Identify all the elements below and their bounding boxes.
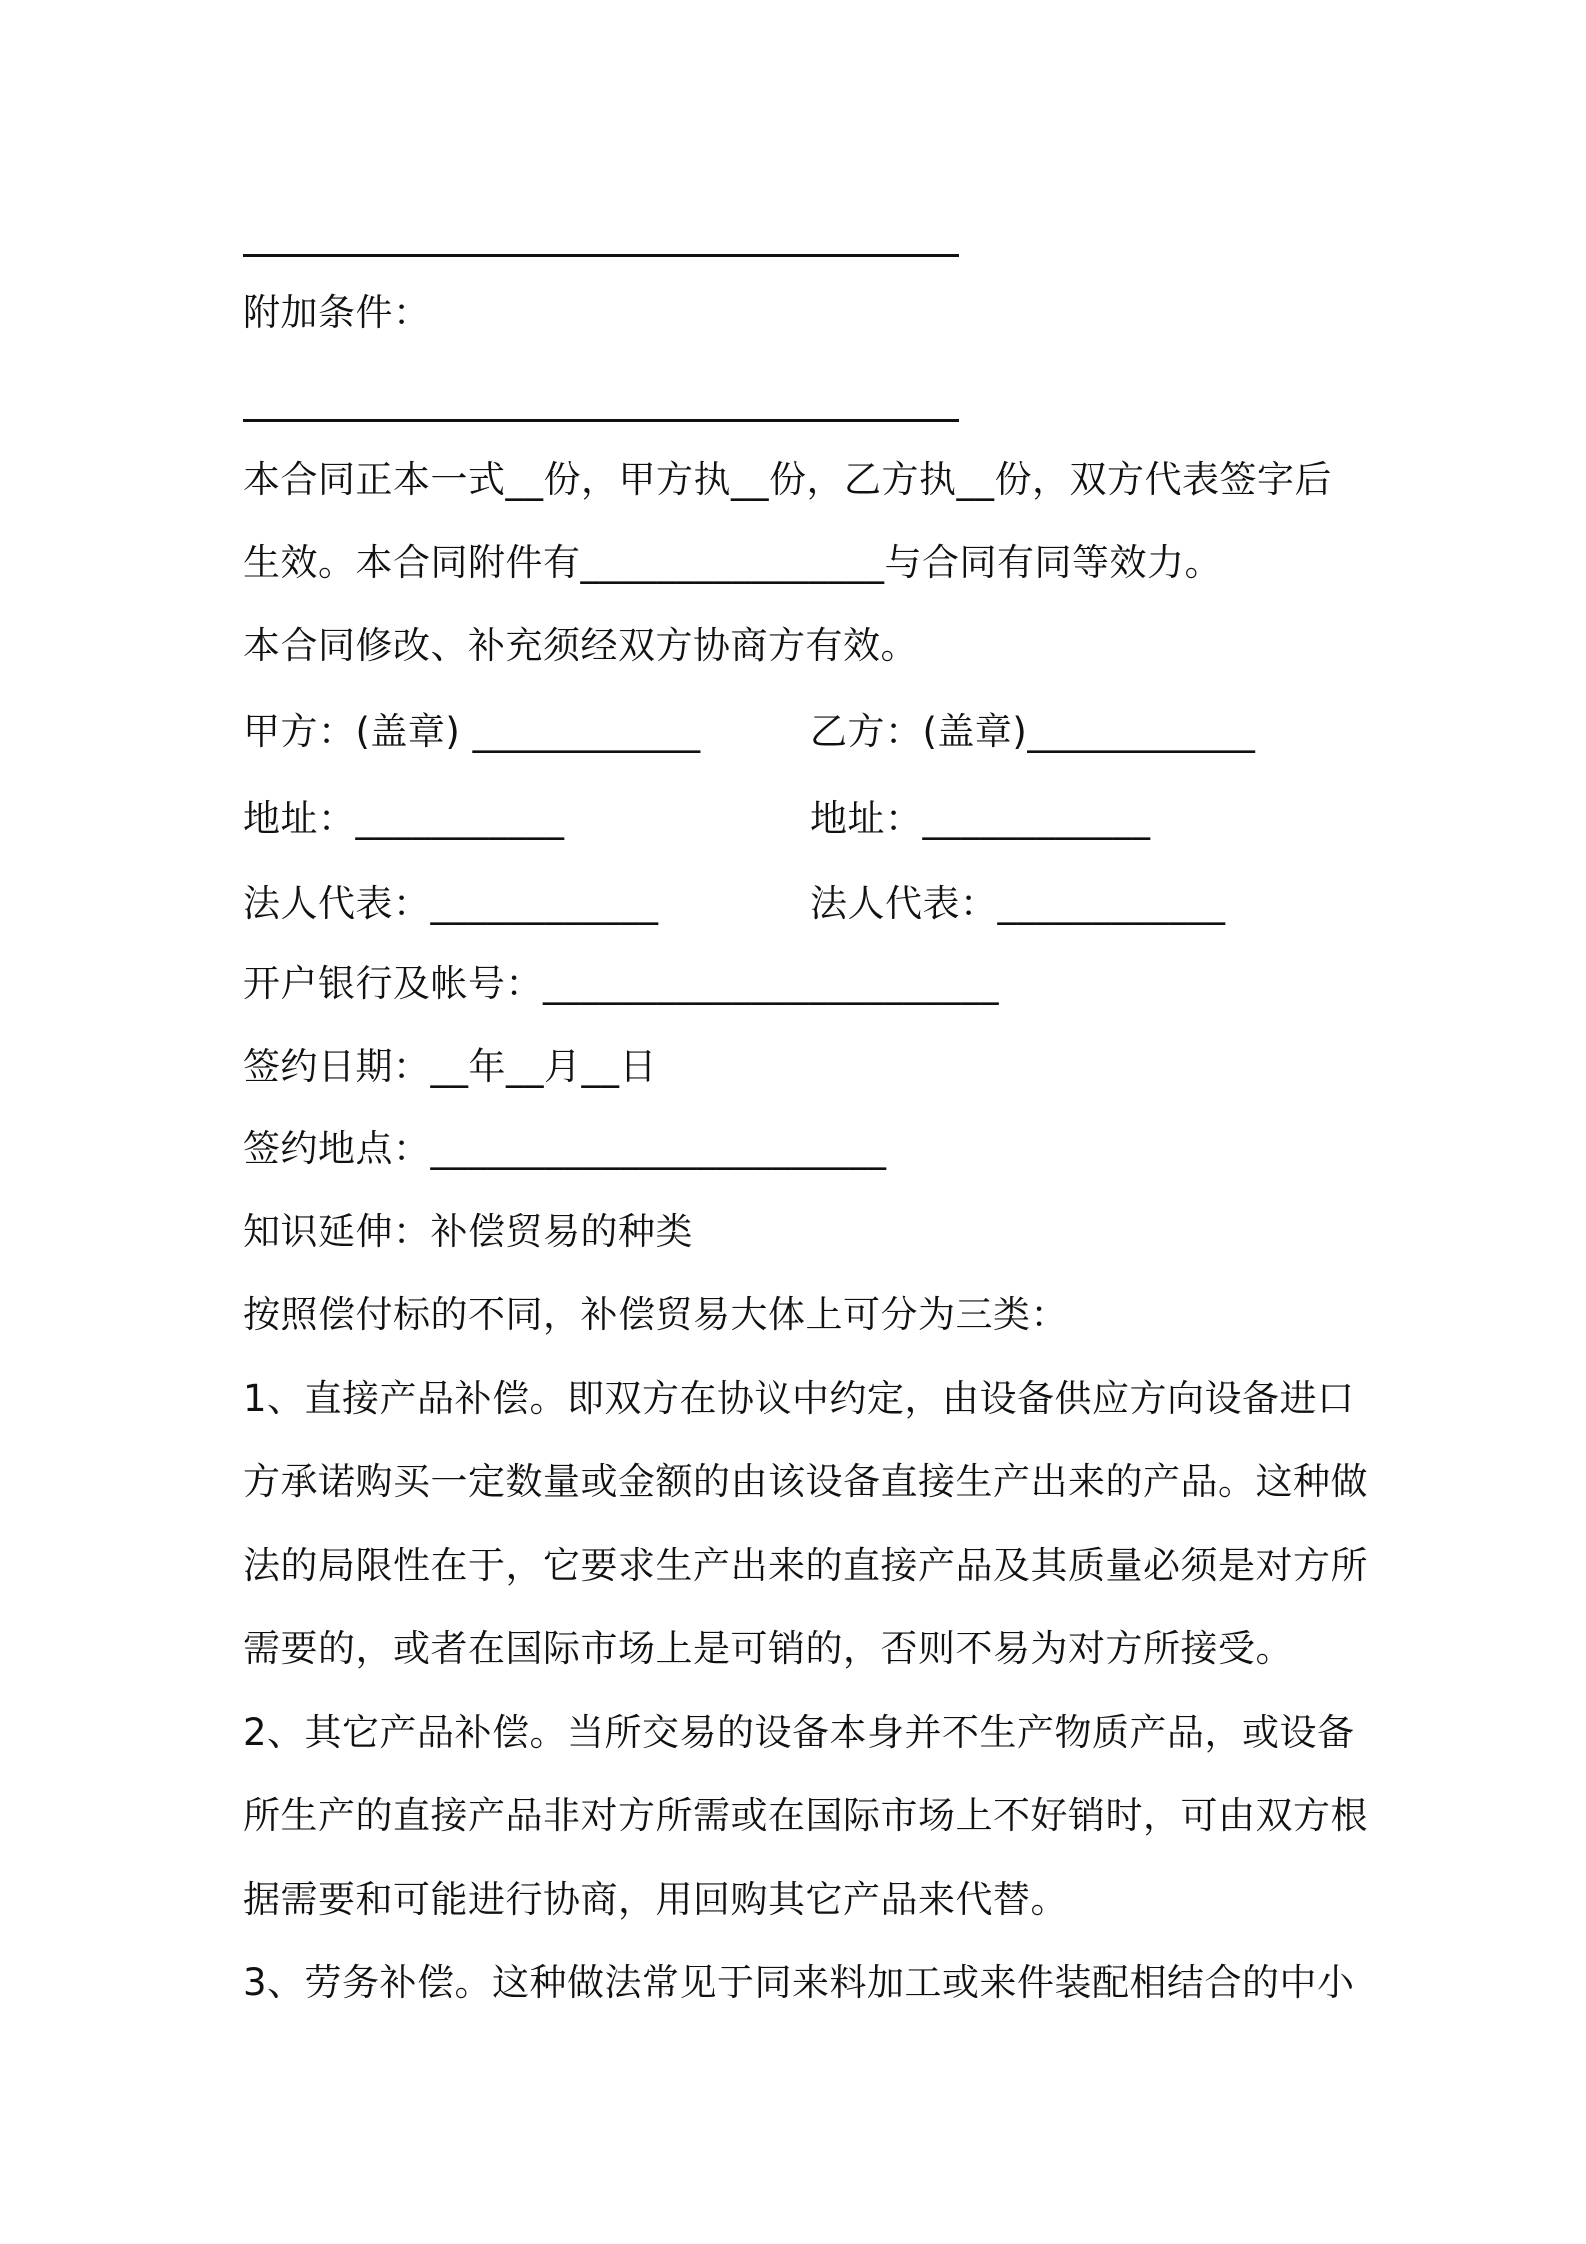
bank-account: 开户银行及帐号：________________________ <box>243 962 999 1005</box>
attachment-label: 附加条件： <box>243 291 431 334</box>
blank-rule-2 <box>243 419 959 422</box>
item2-line-2: 所生产的直接产品非对方所需或在国际市场上不好销时，可由双方根 <box>243 1794 1368 1837</box>
knowledge-title: 知识延伸：补偿贸易的种类 <box>243 1210 693 1253</box>
item2-line-1: 2、其它产品补偿。当所交易的设备本身并不生产物质产品，或设备 <box>243 1711 1355 1754</box>
party-a-representative: 法人代表：____________ <box>243 882 659 925</box>
intro-paragraph: 按照偿付标的不同，补偿贸易大体上可分为三类： <box>243 1293 1068 1336</box>
item2-line-3: 据需要和可能进行协商，用回购其它产品来代替。 <box>243 1878 1068 1921</box>
party-a-seal: 甲方：(盖章) ____________ <box>243 710 701 753</box>
item3-line-1: 3、劳务补偿。这种做法常见于同来料加工或来件装配相结合的中小 <box>243 1961 1355 2004</box>
copies-line-1: 本合同正本一式__份，甲方执__份，乙方执__份，双方代表签字后 <box>243 458 1332 501</box>
copies-line-2: 生效。本合同附件有________________与合同有同等效力。 <box>243 541 1222 584</box>
sign-place: 签约地点：________________________ <box>243 1127 887 1170</box>
item1-line-2: 方承诺购买一定数量或金额的由该设备直接生产出来的产品。这种做 <box>243 1460 1368 1503</box>
item1-line-3: 法的局限性在于，它要求生产出来的直接产品及其质量必须是对方所 <box>243 1544 1368 1587</box>
item1-line-1: 1、直接产品补偿。即双方在协议中约定，由设备供应方向设备进口 <box>243 1377 1355 1420</box>
amend-line: 本合同修改、补充须经双方协商方有效。 <box>243 624 918 667</box>
item1-line-4: 需要的，或者在国际市场上是可销的，否则不易为对方所接受。 <box>243 1627 1293 1670</box>
sign-date: 签约日期：__年__月__日 <box>243 1045 657 1088</box>
party-a-address: 地址：___________ <box>243 797 565 840</box>
party-b-seal: 乙方：(盖章)____________ <box>810 710 1256 753</box>
party-b-address: 地址：____________ <box>810 797 1151 840</box>
blank-rule-1 <box>243 254 959 257</box>
party-b-representative: 法人代表：____________ <box>810 882 1226 925</box>
